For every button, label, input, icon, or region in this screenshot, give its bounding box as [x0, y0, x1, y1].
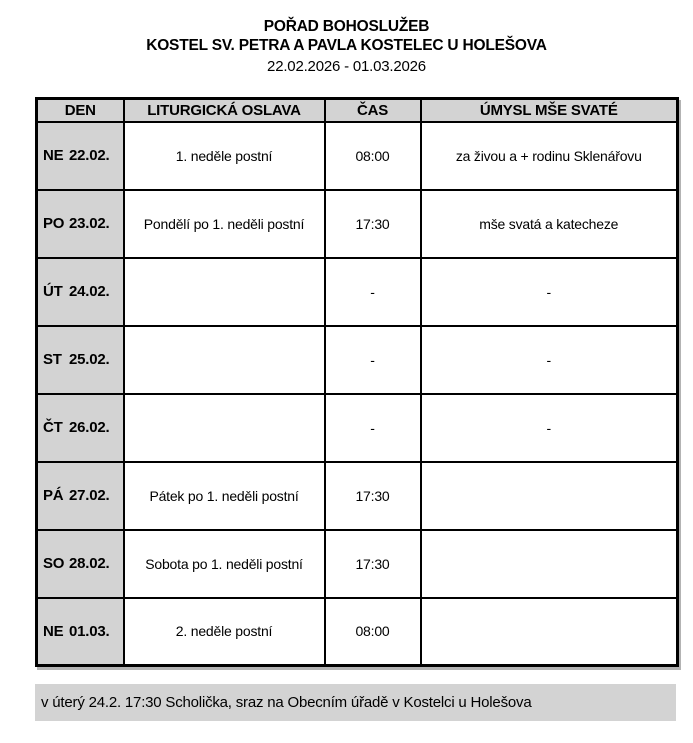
day-abbreviation: ST: [43, 351, 62, 368]
liturgical-celebration-cell: 2. neděle postní: [124, 598, 325, 666]
day-date: 27.02.: [69, 487, 110, 504]
time-cell: 08:00: [325, 122, 421, 190]
time-cell: -: [325, 258, 421, 326]
table-row: [37, 326, 678, 394]
day-cell: [37, 258, 124, 326]
mass-intention-cell: [421, 462, 678, 530]
liturgical-celebration-cell: [124, 258, 325, 326]
table-row: [37, 190, 678, 258]
time-cell: -: [325, 326, 421, 394]
column-header-oslava: LITURGICKÁ OSLAVA: [124, 99, 325, 122]
mass-intention-cell: za živou a + rodinu Sklenářovu: [421, 122, 678, 190]
day-abbreviation: PÁ: [43, 487, 64, 504]
table-row: [37, 258, 678, 326]
day-date: 24.02.: [69, 283, 110, 300]
mass-intention-cell: -: [421, 394, 678, 462]
day-date: 28.02.: [69, 555, 110, 572]
day-cell: [37, 530, 124, 598]
liturgical-celebration-cell: Sobota po 1. neděli postní: [124, 530, 325, 598]
schedule-table: [35, 97, 679, 667]
time-cell: 17:30: [325, 190, 421, 258]
table-row: [37, 462, 678, 530]
column-header-umysl: ÚMYSL MŠE SVATÉ: [421, 99, 678, 122]
day-abbreviation: SO: [43, 555, 65, 572]
mass-intention-cell: -: [421, 326, 678, 394]
footer-note: [35, 684, 676, 721]
day-date: 23.02.: [69, 215, 110, 232]
page-title: POŘAD BOHOSLUŽEB: [263, 18, 430, 35]
date-range: 22.02.2026 - 01.03.2026: [267, 58, 426, 75]
liturgical-celebration-cell: Pátek po 1. neděli postní: [124, 462, 325, 530]
day-date: 26.02.: [69, 419, 110, 436]
table-row: [37, 598, 678, 666]
mass-intention-cell: mše svatá a katecheze: [421, 190, 678, 258]
day-abbreviation: ČT: [43, 419, 63, 436]
footer-note-text: v úterý 24.2. 17:30 Scholička, sraz na Obecním úřadě v Kostelci u Holešova: [41, 694, 532, 711]
table-header-row: [37, 99, 678, 122]
column-header-den: DEN: [37, 99, 124, 122]
table-row: [37, 530, 678, 598]
page-subtitle: KOSTEL SV. PETRA A PAVLA KOSTELEC U HOLEŠOVA: [146, 37, 547, 54]
day-cell: [37, 190, 124, 258]
mass-intention-cell: -: [421, 258, 678, 326]
liturgical-celebration-cell: Pondělí po 1. neděli postní: [124, 190, 325, 258]
day-date: 22.02.: [69, 147, 110, 164]
liturgical-celebration-cell: [124, 326, 325, 394]
day-date: 01.03.: [69, 622, 110, 640]
day-abbreviation: ÚT: [43, 283, 63, 300]
time-cell: 17:30: [325, 530, 421, 598]
table-row: [37, 394, 678, 462]
day-abbreviation: PO: [43, 215, 65, 232]
time-cell: 08:00: [325, 598, 421, 666]
day-abbreviation: NE: [43, 147, 64, 164]
document-header: [0, 0, 693, 77]
day-cell: [37, 462, 124, 530]
liturgical-celebration-cell: 1. neděle postní: [124, 122, 325, 190]
day-cell: [37, 326, 124, 394]
day-cell: [37, 122, 124, 190]
mass-intention-cell: [421, 598, 678, 666]
table-row: [37, 122, 678, 190]
liturgical-celebration-cell: [124, 394, 325, 462]
day-abbreviation: NE: [43, 622, 64, 640]
column-header-cas: ČAS: [325, 99, 421, 122]
day-cell: [37, 394, 124, 462]
day-date: 25.02.: [69, 351, 110, 368]
day-cell: [37, 598, 124, 666]
mass-intention-cell: [421, 530, 678, 598]
time-cell: -: [325, 394, 421, 462]
time-cell: 17:30: [325, 462, 421, 530]
